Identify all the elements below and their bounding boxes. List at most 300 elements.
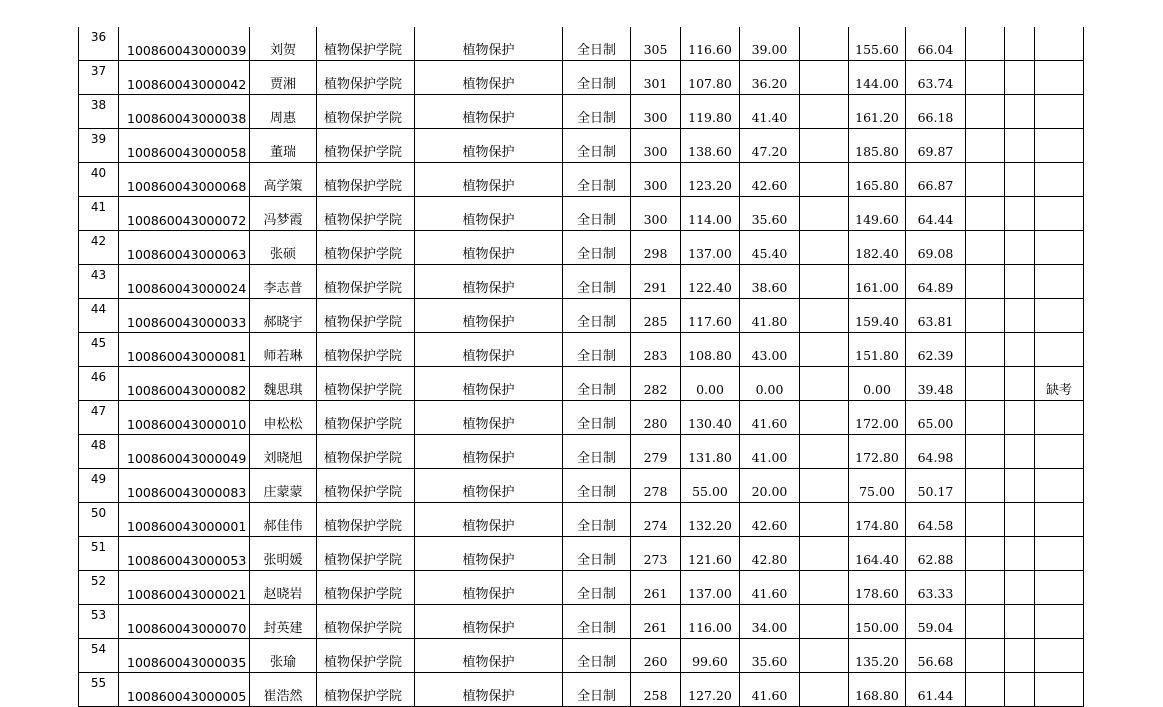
cell-major: 植物保护 xyxy=(415,537,563,571)
cell-score-3 xyxy=(800,333,849,367)
cell-final-score: 64.58 xyxy=(906,503,966,537)
cell-candidate-name: 刘晓旭 xyxy=(250,435,317,469)
cell-score-3 xyxy=(800,503,849,537)
cell-prelim-total: 300 xyxy=(631,197,681,231)
cell-score-4: 0.00 xyxy=(849,367,906,401)
cell-extra-1 xyxy=(966,95,1005,129)
cell-major: 植物保护 xyxy=(415,265,563,299)
cell-score-4: 135.20 xyxy=(849,639,906,673)
cell-extra-2 xyxy=(1005,605,1035,639)
cell-final-score: 50.17 xyxy=(906,469,966,503)
cell-prelim-total: 279 xyxy=(631,435,681,469)
cell-score-3 xyxy=(800,639,849,673)
cell-final-score: 59.04 xyxy=(906,605,966,639)
cell-score-2: 42.60 xyxy=(740,163,800,197)
cell-extra-1 xyxy=(966,435,1005,469)
cell-extra-1 xyxy=(966,163,1005,197)
cell-remark xyxy=(1035,95,1084,129)
cell-row-number: 45 xyxy=(79,333,119,367)
cell-study-type: 全日制 xyxy=(563,639,631,673)
cell-candidate-id: 100860043000042 xyxy=(119,61,250,95)
cell-candidate-name: 郝佳伟 xyxy=(250,503,317,537)
cell-major: 植物保护 xyxy=(415,163,563,197)
cell-score-3 xyxy=(800,265,849,299)
cell-extra-2 xyxy=(1005,537,1035,571)
table-row xyxy=(79,367,1084,401)
cell-major: 植物保护 xyxy=(415,605,563,639)
cell-study-type: 全日制 xyxy=(563,333,631,367)
cell-candidate-name: 刘贺 xyxy=(250,27,317,61)
cell-row-number: 37 xyxy=(79,61,119,95)
cell-college: 植物保护学院 xyxy=(317,265,415,299)
table-row xyxy=(79,27,1084,61)
cell-final-score: 66.18 xyxy=(906,95,966,129)
cell-study-type: 全日制 xyxy=(563,571,631,605)
cell-extra-1 xyxy=(966,537,1005,571)
cell-study-type: 全日制 xyxy=(563,231,631,265)
cell-row-number: 50 xyxy=(79,503,119,537)
cell-score-1: 137.00 xyxy=(681,571,740,605)
cell-remark xyxy=(1035,197,1084,231)
cell-candidate-id: 100860043000035 xyxy=(119,639,250,673)
table-row xyxy=(79,197,1084,231)
cell-row-number: 46 xyxy=(79,367,119,401)
cell-college: 植物保护学院 xyxy=(317,605,415,639)
cell-candidate-id: 100860043000083 xyxy=(119,469,250,503)
cell-extra-1 xyxy=(966,469,1005,503)
cell-extra-1 xyxy=(966,265,1005,299)
cell-row-number: 55 xyxy=(79,673,119,707)
cell-college: 植物保护学院 xyxy=(317,333,415,367)
cell-study-type: 全日制 xyxy=(563,673,631,707)
cell-score-1: 108.80 xyxy=(681,333,740,367)
cell-score-4: 159.40 xyxy=(849,299,906,333)
cell-candidate-id: 100860043000082 xyxy=(119,367,250,401)
cell-study-type: 全日制 xyxy=(563,367,631,401)
cell-candidate-name: 高学策 xyxy=(250,163,317,197)
cell-candidate-id: 100860043000005 xyxy=(119,673,250,707)
cell-remark: 缺考 xyxy=(1035,367,1084,401)
cell-row-number: 40 xyxy=(79,163,119,197)
cell-score-2: 41.60 xyxy=(740,401,800,435)
cell-college: 植物保护学院 xyxy=(317,95,415,129)
cell-extra-2 xyxy=(1005,61,1035,95)
table-row xyxy=(79,673,1084,707)
cell-remark xyxy=(1035,129,1084,163)
cell-extra-1 xyxy=(966,605,1005,639)
cell-score-1: 99.60 xyxy=(681,639,740,673)
cell-score-1: 137.00 xyxy=(681,231,740,265)
cell-study-type: 全日制 xyxy=(563,197,631,231)
cell-college: 植物保护学院 xyxy=(317,163,415,197)
cell-major: 植物保护 xyxy=(415,61,563,95)
cell-score-4: 150.00 xyxy=(849,605,906,639)
cell-score-3 xyxy=(800,435,849,469)
cell-extra-2 xyxy=(1005,265,1035,299)
cell-candidate-name: 申松松 xyxy=(250,401,317,435)
cell-row-number: 51 xyxy=(79,537,119,571)
cell-major: 植物保护 xyxy=(415,367,563,401)
cell-extra-2 xyxy=(1005,231,1035,265)
cell-candidate-id: 100860043000021 xyxy=(119,571,250,605)
cell-score-3 xyxy=(800,367,849,401)
table-row xyxy=(79,503,1084,537)
cell-candidate-name: 张明媛 xyxy=(250,537,317,571)
cell-final-score: 64.98 xyxy=(906,435,966,469)
cell-score-2: 36.20 xyxy=(740,61,800,95)
table-row xyxy=(79,61,1084,95)
cell-score-1: 107.80 xyxy=(681,61,740,95)
cell-score-1: 130.40 xyxy=(681,401,740,435)
cell-candidate-id: 100860043000001 xyxy=(119,503,250,537)
cell-score-2: 38.60 xyxy=(740,265,800,299)
cell-row-number: 38 xyxy=(79,95,119,129)
cell-score-4: 75.00 xyxy=(849,469,906,503)
cell-row-number: 41 xyxy=(79,197,119,231)
cell-candidate-name: 崔浩然 xyxy=(250,673,317,707)
cell-prelim-total: 274 xyxy=(631,503,681,537)
cell-score-4: 161.20 xyxy=(849,95,906,129)
cell-row-number: 53 xyxy=(79,605,119,639)
cell-score-4: 151.80 xyxy=(849,333,906,367)
cell-remark xyxy=(1035,333,1084,367)
cell-score-4: 185.80 xyxy=(849,129,906,163)
cell-candidate-name: 李志普 xyxy=(250,265,317,299)
cell-extra-2 xyxy=(1005,673,1035,707)
cell-extra-1 xyxy=(966,673,1005,707)
cell-remark xyxy=(1035,401,1084,435)
cell-score-4: 155.60 xyxy=(849,27,906,61)
cell-score-2: 41.60 xyxy=(740,571,800,605)
cell-candidate-id: 100860043000070 xyxy=(119,605,250,639)
cell-score-2: 34.00 xyxy=(740,605,800,639)
cell-final-score: 64.44 xyxy=(906,197,966,231)
cell-candidate-id: 100860043000049 xyxy=(119,435,250,469)
cell-row-number: 48 xyxy=(79,435,119,469)
cell-prelim-total: 280 xyxy=(631,401,681,435)
cell-final-score: 64.89 xyxy=(906,265,966,299)
cell-score-1: 0.00 xyxy=(681,367,740,401)
cell-score-2: 42.80 xyxy=(740,537,800,571)
cell-row-number: 36 xyxy=(79,27,119,61)
table-row xyxy=(79,537,1084,571)
cell-remark xyxy=(1035,163,1084,197)
score-table xyxy=(78,27,1084,707)
cell-major: 植物保护 xyxy=(415,571,563,605)
cell-study-type: 全日制 xyxy=(563,435,631,469)
cell-extra-2 xyxy=(1005,95,1035,129)
cell-final-score: 63.33 xyxy=(906,571,966,605)
table-row xyxy=(79,231,1084,265)
cell-study-type: 全日制 xyxy=(563,469,631,503)
cell-candidate-name: 魏思琪 xyxy=(250,367,317,401)
cell-score-2: 20.00 xyxy=(740,469,800,503)
cell-candidate-name: 师若琳 xyxy=(250,333,317,367)
cell-score-1: 121.60 xyxy=(681,537,740,571)
cell-row-number: 47 xyxy=(79,401,119,435)
cell-row-number: 54 xyxy=(79,639,119,673)
table-row xyxy=(79,639,1084,673)
cell-score-1: 138.60 xyxy=(681,129,740,163)
cell-candidate-id: 100860043000010 xyxy=(119,401,250,435)
cell-row-number: 39 xyxy=(79,129,119,163)
cell-prelim-total: 305 xyxy=(631,27,681,61)
cell-extra-2 xyxy=(1005,469,1035,503)
cell-extra-2 xyxy=(1005,503,1035,537)
cell-candidate-name: 张硕 xyxy=(250,231,317,265)
cell-score-3 xyxy=(800,231,849,265)
cell-remark xyxy=(1035,61,1084,95)
cell-score-4: 172.80 xyxy=(849,435,906,469)
cell-final-score: 63.81 xyxy=(906,299,966,333)
cell-major: 植物保护 xyxy=(415,197,563,231)
cell-score-4: 182.40 xyxy=(849,231,906,265)
cell-score-4: 168.80 xyxy=(849,673,906,707)
cell-score-4: 161.00 xyxy=(849,265,906,299)
cell-remark xyxy=(1035,299,1084,333)
cell-score-1: 116.00 xyxy=(681,605,740,639)
cell-major: 植物保护 xyxy=(415,27,563,61)
cell-major: 植物保护 xyxy=(415,639,563,673)
cell-score-3 xyxy=(800,571,849,605)
cell-score-3 xyxy=(800,673,849,707)
cell-candidate-name: 庄蒙蒙 xyxy=(250,469,317,503)
cell-score-2: 41.00 xyxy=(740,435,800,469)
cell-final-score: 56.68 xyxy=(906,639,966,673)
cell-score-1: 116.60 xyxy=(681,27,740,61)
cell-college: 植物保护学院 xyxy=(317,571,415,605)
cell-study-type: 全日制 xyxy=(563,27,631,61)
cell-prelim-total: 273 xyxy=(631,537,681,571)
cell-extra-1 xyxy=(966,27,1005,61)
cell-candidate-id: 100860043000039 xyxy=(119,27,250,61)
cell-score-1: 122.40 xyxy=(681,265,740,299)
cell-score-2: 45.40 xyxy=(740,231,800,265)
cell-score-3 xyxy=(800,27,849,61)
cell-candidate-id: 100860043000058 xyxy=(119,129,250,163)
cell-score-3 xyxy=(800,95,849,129)
table-row xyxy=(79,401,1084,435)
table-row xyxy=(79,469,1084,503)
cell-remark xyxy=(1035,639,1084,673)
cell-extra-2 xyxy=(1005,639,1035,673)
cell-candidate-name: 张瑜 xyxy=(250,639,317,673)
cell-score-4: 172.00 xyxy=(849,401,906,435)
cell-extra-2 xyxy=(1005,367,1035,401)
cell-study-type: 全日制 xyxy=(563,129,631,163)
cell-final-score: 62.39 xyxy=(906,333,966,367)
cell-prelim-total: 291 xyxy=(631,265,681,299)
cell-final-score: 62.88 xyxy=(906,537,966,571)
cell-remark xyxy=(1035,571,1084,605)
cell-study-type: 全日制 xyxy=(563,265,631,299)
cell-remark xyxy=(1035,435,1084,469)
cell-score-4: 178.60 xyxy=(849,571,906,605)
table-row xyxy=(79,163,1084,197)
cell-remark xyxy=(1035,27,1084,61)
cell-final-score: 69.08 xyxy=(906,231,966,265)
cell-study-type: 全日制 xyxy=(563,605,631,639)
cell-college: 植物保护学院 xyxy=(317,129,415,163)
cell-score-2: 35.60 xyxy=(740,639,800,673)
cell-score-3 xyxy=(800,401,849,435)
cell-prelim-total: 300 xyxy=(631,95,681,129)
cell-major: 植物保护 xyxy=(415,469,563,503)
cell-major: 植物保护 xyxy=(415,129,563,163)
cell-college: 植物保护学院 xyxy=(317,537,415,571)
cell-score-2: 35.60 xyxy=(740,197,800,231)
table-row xyxy=(79,129,1084,163)
cell-score-4: 164.40 xyxy=(849,537,906,571)
cell-major: 植物保护 xyxy=(415,231,563,265)
cell-major: 植物保护 xyxy=(415,503,563,537)
cell-extra-1 xyxy=(966,401,1005,435)
cell-major: 植物保护 xyxy=(415,435,563,469)
cell-study-type: 全日制 xyxy=(563,95,631,129)
cell-score-2: 41.60 xyxy=(740,673,800,707)
cell-remark xyxy=(1035,503,1084,537)
cell-score-2: 41.80 xyxy=(740,299,800,333)
cell-score-4: 174.80 xyxy=(849,503,906,537)
cell-final-score: 69.87 xyxy=(906,129,966,163)
cell-major: 植物保护 xyxy=(415,673,563,707)
cell-score-1: 131.80 xyxy=(681,435,740,469)
cell-score-1: 127.20 xyxy=(681,673,740,707)
cell-final-score: 63.74 xyxy=(906,61,966,95)
table-row xyxy=(79,299,1084,333)
cell-row-number: 52 xyxy=(79,571,119,605)
cell-college: 植物保护学院 xyxy=(317,673,415,707)
cell-candidate-name: 封英建 xyxy=(250,605,317,639)
cell-score-3 xyxy=(800,537,849,571)
cell-score-3 xyxy=(800,469,849,503)
cell-prelim-total: 301 xyxy=(631,61,681,95)
cell-final-score: 66.04 xyxy=(906,27,966,61)
cell-college: 植物保护学院 xyxy=(317,435,415,469)
cell-score-2: 39.00 xyxy=(740,27,800,61)
cell-extra-2 xyxy=(1005,27,1035,61)
table-row xyxy=(79,95,1084,129)
cell-extra-2 xyxy=(1005,571,1035,605)
cell-score-3 xyxy=(800,299,849,333)
cell-prelim-total: 298 xyxy=(631,231,681,265)
cell-college: 植物保护学院 xyxy=(317,639,415,673)
cell-score-4: 149.60 xyxy=(849,197,906,231)
cell-candidate-name: 周惠 xyxy=(250,95,317,129)
cell-extra-1 xyxy=(966,61,1005,95)
cell-college: 植物保护学院 xyxy=(317,401,415,435)
cell-candidate-name: 赵晓岩 xyxy=(250,571,317,605)
score-table-body xyxy=(79,27,1084,707)
cell-prelim-total: 300 xyxy=(631,129,681,163)
cell-extra-1 xyxy=(966,197,1005,231)
cell-prelim-total: 258 xyxy=(631,673,681,707)
cell-extra-1 xyxy=(966,129,1005,163)
cell-college: 植物保护学院 xyxy=(317,197,415,231)
cell-extra-1 xyxy=(966,639,1005,673)
table-row xyxy=(79,571,1084,605)
cell-score-4: 165.80 xyxy=(849,163,906,197)
cell-score-3 xyxy=(800,197,849,231)
cell-remark xyxy=(1035,231,1084,265)
cell-score-3 xyxy=(800,163,849,197)
cell-score-2: 42.60 xyxy=(740,503,800,537)
cell-row-number: 42 xyxy=(79,231,119,265)
cell-score-4: 144.00 xyxy=(849,61,906,95)
cell-prelim-total: 261 xyxy=(631,605,681,639)
cell-prelim-total: 283 xyxy=(631,333,681,367)
cell-extra-2 xyxy=(1005,299,1035,333)
cell-score-3 xyxy=(800,61,849,95)
cell-candidate-name: 董瑞 xyxy=(250,129,317,163)
cell-study-type: 全日制 xyxy=(563,503,631,537)
cell-score-3 xyxy=(800,605,849,639)
cell-final-score: 61.44 xyxy=(906,673,966,707)
cell-extra-1 xyxy=(966,503,1005,537)
cell-college: 植物保护学院 xyxy=(317,367,415,401)
cell-prelim-total: 278 xyxy=(631,469,681,503)
cell-remark xyxy=(1035,265,1084,299)
cell-score-1: 55.00 xyxy=(681,469,740,503)
cell-prelim-total: 282 xyxy=(631,367,681,401)
cell-row-number: 44 xyxy=(79,299,119,333)
cell-candidate-id: 100860043000068 xyxy=(119,163,250,197)
table-row xyxy=(79,435,1084,469)
cell-score-1: 123.20 xyxy=(681,163,740,197)
cell-remark xyxy=(1035,469,1084,503)
cell-candidate-id: 100860043000024 xyxy=(119,265,250,299)
cell-study-type: 全日制 xyxy=(563,163,631,197)
cell-college: 植物保护学院 xyxy=(317,299,415,333)
cell-extra-1 xyxy=(966,231,1005,265)
cell-remark xyxy=(1035,673,1084,707)
cell-extra-2 xyxy=(1005,163,1035,197)
cell-score-2: 0.00 xyxy=(740,367,800,401)
cell-extra-2 xyxy=(1005,197,1035,231)
cell-extra-2 xyxy=(1005,401,1035,435)
cell-major: 植物保护 xyxy=(415,95,563,129)
cell-study-type: 全日制 xyxy=(563,61,631,95)
cell-major: 植物保护 xyxy=(415,333,563,367)
cell-candidate-id: 100860043000063 xyxy=(119,231,250,265)
cell-college: 植物保护学院 xyxy=(317,231,415,265)
cell-extra-1 xyxy=(966,299,1005,333)
cell-study-type: 全日制 xyxy=(563,299,631,333)
cell-extra-2 xyxy=(1005,435,1035,469)
cell-row-number: 49 xyxy=(79,469,119,503)
cell-prelim-total: 285 xyxy=(631,299,681,333)
cell-candidate-name: 郝晓宇 xyxy=(250,299,317,333)
table-row xyxy=(79,333,1084,367)
cell-extra-1 xyxy=(966,571,1005,605)
cell-remark xyxy=(1035,605,1084,639)
cell-candidate-name: 冯梦霞 xyxy=(250,197,317,231)
cell-score-2: 47.20 xyxy=(740,129,800,163)
cell-final-score: 66.87 xyxy=(906,163,966,197)
cell-score-2: 41.40 xyxy=(740,95,800,129)
cell-score-2: 43.00 xyxy=(740,333,800,367)
cell-score-1: 117.60 xyxy=(681,299,740,333)
cell-score-1: 132.20 xyxy=(681,503,740,537)
cell-final-score: 39.48 xyxy=(906,367,966,401)
cell-candidate-id: 100860043000081 xyxy=(119,333,250,367)
cell-remark xyxy=(1035,537,1084,571)
cell-major: 植物保护 xyxy=(415,401,563,435)
cell-prelim-total: 261 xyxy=(631,571,681,605)
cell-college: 植物保护学院 xyxy=(317,503,415,537)
cell-college: 植物保护学院 xyxy=(317,27,415,61)
cell-prelim-total: 300 xyxy=(631,163,681,197)
